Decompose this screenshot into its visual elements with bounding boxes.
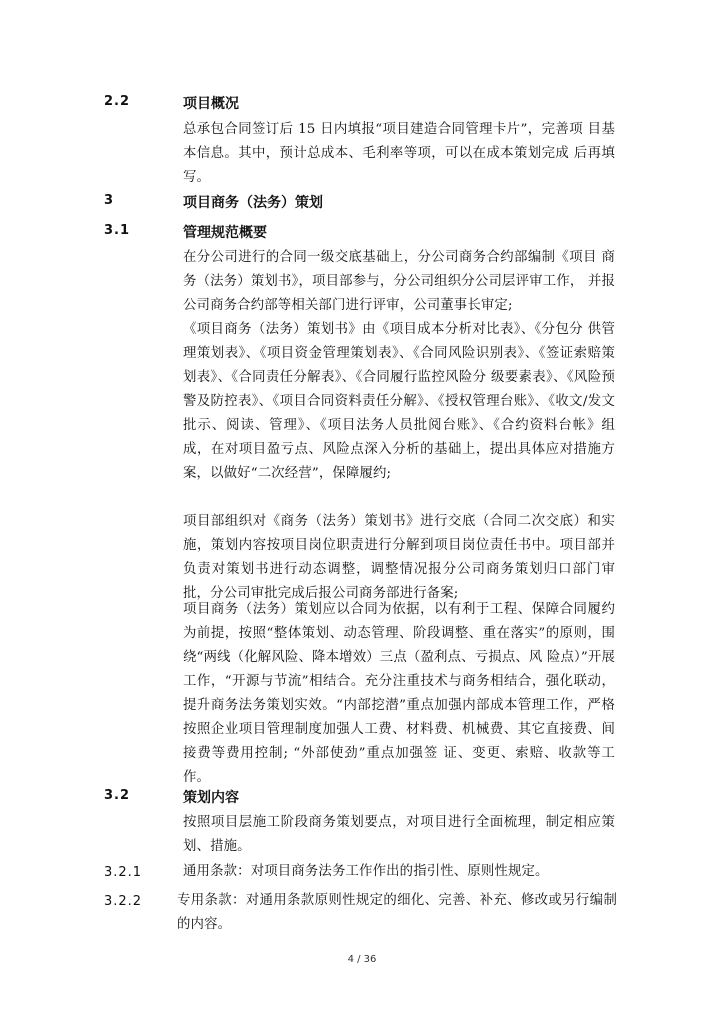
section-title: 策划内容 [183, 790, 239, 806]
paragraph-management-a: 在分公司进行的合同一级交底基础上，分公司商务合约部编制《项目 商务（法务）策划书》，项目部参与，分公司组织分公司层评审工作， 并报公司商务合约部等相关部门进行评审，公司董事长审定; [183, 250, 615, 313]
section-number: 3.2.1 [104, 865, 143, 880]
section-title: 管理规范概要 [183, 225, 267, 241]
section-number: 3.1 [104, 223, 131, 238]
paragraph-management-c: 项目部组织对《商务（法务）策划书》进行交底（合同二次交底）和实施，策划内容按项目岗位职责进行分解到项目岗位责任书中。项目部并负责对策划书进行动态调整，调整情况报分公司商务策划归口部门审批，分公司审批完成后报公司商务部进行备案; [183, 514, 615, 601]
section-title: 项目商务（法务）策划 [183, 195, 323, 211]
section-title: 项目概况 [183, 96, 239, 112]
paragraph-special-clauses: 专用条款：对通用条款原则性规定的细化、完善、补充、修改或另行编制的内容。 [177, 893, 617, 932]
paragraph-project-overview: 总承包合同签订后 15 日内填报“项目建造合同管理卡片”，完善项 目基本信息。其中，预计总成本、毛利率等项，可以在成本策划完成 后再填写。 [183, 122, 615, 185]
section-number: 3 [104, 193, 115, 208]
section-number: 2.2 [104, 94, 131, 109]
section-number: 3.2.2 [104, 894, 143, 909]
paragraph-management-b: 《项目商务（法务）策划书》由《项目成本分析对比表》、《分包分 供管理策划表》、《项目资金管理策划表》、《合同风险识别表》、《签证索赔策划表》、《合同责任分解表》、《合同履行监控风险分 级要素表》、《风险预警及防控表》、《项目合同资料责任分解》、《授权管理台账》、《收文/发文批示、阅读、管理》、《项目法务人员批阅台账》、《合约资料台帐》组成，在对项目盈亏点、风险点深入分析的基础上，提出具体应对措施方案，以做好“二次经营”，保障履约; [183, 322, 615, 481]
paragraph-general-clauses: 通用条款：对项目商务法务工作作出的指引性、原则性规定。 [183, 864, 549, 879]
section-number: 3.2 [104, 788, 131, 803]
page-number: 4 / 36 [347, 954, 377, 965]
paragraph-management-d: 项目商务（法务）策划应以合同为依据，以有利于工程、保障合同履约为前提，按照“整体策划、动态管理、阶段调整、重在落实”的原则，围绕“两线（化解风险、降本增效）三点（盈利点、亏损点、风 险点）”开展工作，“开源与节流”相结合。充分注重技术与商务相结合，强化联动， 提升商务法务策划实效。“内部挖潜”重点加强内部成本管理工作，严格按照企业项目管理制度加强人工费、材料费、机械费、其它直接费、间接费等费用控制; “外部使劲”重点加强签 证、变更、索赔、收款等工作。 [183, 602, 615, 785]
paragraph-plan-content: 按照项目层施工阶段商务策划要点，对项目进行全面梳理，制定相应策划、措施。 [183, 815, 615, 854]
